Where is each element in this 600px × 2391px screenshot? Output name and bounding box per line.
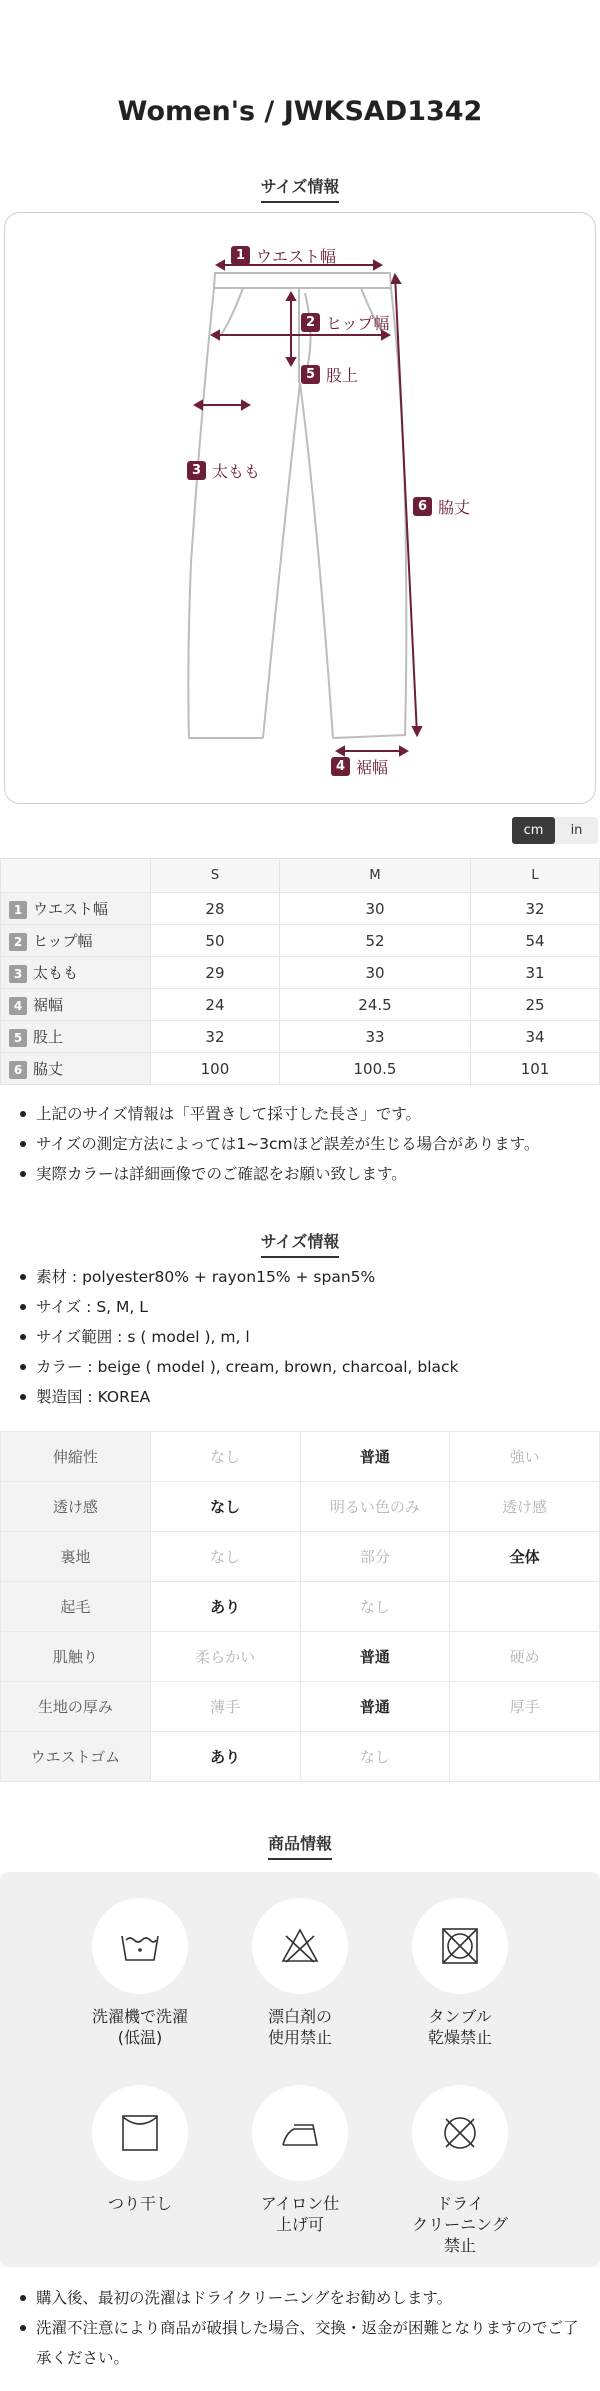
table-row — [1, 989, 600, 1021]
list-item: サイズ : S, M, L — [18, 1292, 593, 1322]
care-item: タンブル 乾燥禁止 — [385, 1898, 535, 2048]
size-row-label: 3 太もも — [1, 957, 151, 989]
size-cell: 34 — [471, 1021, 600, 1053]
fabric-option: なし — [300, 1732, 450, 1782]
list-item: サイズの測定方法によっては1~3cmほど誤差が生じる場合があります。 — [18, 1129, 593, 1159]
fabric-option: 柔らかい — [150, 1632, 300, 1682]
size-column-header: S — [151, 859, 280, 893]
size-cell: 24.5 — [279, 989, 470, 1021]
size-cell: 100.5 — [279, 1053, 470, 1085]
size-row-label: 5 股上 — [1, 1021, 151, 1053]
size-notes-list — [18, 1099, 593, 1189]
fabric-option-selected: 普通 — [300, 1682, 450, 1732]
fabric-option: なし — [300, 1582, 450, 1632]
table-row — [1, 1053, 600, 1085]
list-item: 素材 : polyester80% + rayon15% + span5% — [18, 1262, 593, 1292]
diagram-label-hip: 2 ヒップ幅 — [301, 311, 390, 334]
list-item: 実際カラーは詳細画像でのご確認をお願い致します。 — [18, 1159, 593, 1189]
line-dry-icon — [120, 2113, 160, 2153]
fabric-option-selected: 全体 — [450, 1532, 600, 1582]
size-cell: 52 — [279, 925, 470, 957]
table-row — [1, 893, 600, 925]
table-row — [1, 1582, 600, 1632]
product-specs-list — [18, 1262, 593, 1412]
size-column-header: L — [471, 859, 600, 893]
list-item: 洗濯不注意により商品が破損した場合、交換・返金が困難となりますのでご了承ください。 — [18, 2313, 593, 2373]
fabric-option: 硬め — [450, 1632, 600, 1682]
unit-cm-button[interactable]: cm — [512, 817, 555, 844]
size-cell: 100 — [151, 1053, 280, 1085]
fabric-option: なし — [150, 1532, 300, 1582]
list-item: 製造国 : KOREA — [18, 1382, 593, 1412]
size-cell: 30 — [279, 957, 470, 989]
list-item: 上記のサイズ情報は「平置きして採寸した長さ」です。 — [18, 1099, 593, 1129]
fabric-option: 薄手 — [150, 1682, 300, 1732]
fabric-properties-table — [0, 1431, 600, 1782]
diagram-label-outseam: 6 脇丈 — [413, 495, 470, 518]
care-notes-list — [18, 2283, 593, 2373]
fabric-option-selected: 普通 — [300, 1632, 450, 1682]
diagram-label-rise: 5 股上 — [301, 363, 358, 386]
size-row-label: 1 ウエスト幅 — [1, 893, 151, 925]
info-section-heading: サイズ情報 — [0, 1229, 600, 1258]
fabric-option — [450, 1732, 600, 1782]
size-table — [0, 858, 600, 1085]
list-item: カラー : beige ( model ), cream, brown, charcoal, black — [18, 1352, 593, 1382]
size-cell: 25 — [471, 989, 600, 1021]
wash-low-temp-icon — [120, 1926, 160, 1966]
size-table-corner — [1, 859, 151, 893]
diagram-label-hem: 4 裾幅 — [331, 755, 388, 778]
size-cell: 31 — [471, 957, 600, 989]
no-bleach-icon — [280, 1926, 320, 1966]
fabric-option: 部分 — [300, 1532, 450, 1582]
table-row — [1, 1532, 600, 1582]
fabric-label: 透け感 — [1, 1482, 151, 1532]
table-row — [1, 957, 600, 989]
product-title: Women's / JWKSAD1342 — [117, 96, 483, 127]
fabric-label: 伸縮性 — [1, 1432, 151, 1482]
fabric-option-selected: あり — [150, 1732, 300, 1782]
care-item: アイロン仕 上げ可 — [225, 2085, 375, 2235]
care-section-heading: 商品情報 — [0, 1831, 600, 1860]
no-tumble-dry-icon — [440, 1926, 480, 1966]
diagram-label-waist: 1 ウエスト幅 — [231, 244, 336, 267]
size-cell: 32 — [471, 893, 600, 925]
size-cell: 24 — [151, 989, 280, 1021]
size-cell: 32 — [151, 1021, 280, 1053]
fabric-option-selected: なし — [150, 1482, 300, 1532]
fabric-label: 裏地 — [1, 1532, 151, 1582]
dry-clean-icon — [440, 2113, 480, 2153]
size-diagram — [4, 212, 596, 804]
size-table-header — [1, 859, 600, 893]
fabric-option: 透け感 — [450, 1482, 600, 1532]
fabric-option: 明るい色のみ — [300, 1482, 450, 1532]
size-cell: 33 — [279, 1021, 470, 1053]
table-row — [1, 1682, 600, 1732]
size-cell: 28 — [151, 893, 280, 925]
care-instructions-panel — [0, 1872, 600, 2267]
unit-toggle — [512, 817, 598, 844]
table-row — [1, 1632, 600, 1682]
fabric-label: 肌触り — [1, 1632, 151, 1682]
care-item: 洗濯機で洗濯 (低温) — [65, 1898, 215, 2048]
unit-in-button[interactable]: in — [570, 823, 583, 838]
size-section-heading: サイズ情報 — [0, 174, 600, 203]
fabric-option-selected: あり — [150, 1582, 300, 1632]
fabric-label: ウエストゴム — [1, 1732, 151, 1782]
fabric-option: なし — [150, 1432, 300, 1482]
care-item: 漂白剤の 使用禁止 — [225, 1898, 375, 2048]
size-cell: 29 — [151, 957, 280, 989]
diagram-label-thigh: 3 太もも — [187, 459, 260, 482]
fabric-option-selected: 普通 — [300, 1432, 450, 1482]
table-row — [1, 1432, 600, 1482]
pants-illustration — [5, 213, 597, 805]
list-item: サイズ範囲 : s ( model ), m, l — [18, 1322, 593, 1352]
fabric-option: 厚手 — [450, 1682, 600, 1732]
size-column-header: M — [279, 859, 470, 893]
iron-icon — [280, 2113, 320, 2153]
size-row-label: 4 裾幅 — [1, 989, 151, 1021]
size-row-label: 2 ヒップ幅 — [1, 925, 151, 957]
table-row — [1, 1021, 600, 1053]
size-row-label: 6 脇丈 — [1, 1053, 151, 1085]
table-row — [1, 1482, 600, 1532]
size-cell: 30 — [279, 893, 470, 925]
size-cell: 50 — [151, 925, 280, 957]
size-cell: 54 — [471, 925, 600, 957]
care-item: つり干し — [65, 2085, 215, 2214]
list-item: 購入後、最初の洗濯はドライクリーニングをお勧めします。 — [18, 2283, 593, 2313]
fabric-label: 起毛 — [1, 1582, 151, 1632]
fabric-option — [450, 1582, 600, 1632]
care-item: ドライ クリーニング 禁止 — [385, 2085, 535, 2256]
table-row — [1, 1732, 600, 1782]
table-row — [1, 925, 600, 957]
fabric-option: 強い — [450, 1432, 600, 1482]
size-cell: 101 — [471, 1053, 600, 1085]
fabric-label: 生地の厚み — [1, 1682, 151, 1732]
